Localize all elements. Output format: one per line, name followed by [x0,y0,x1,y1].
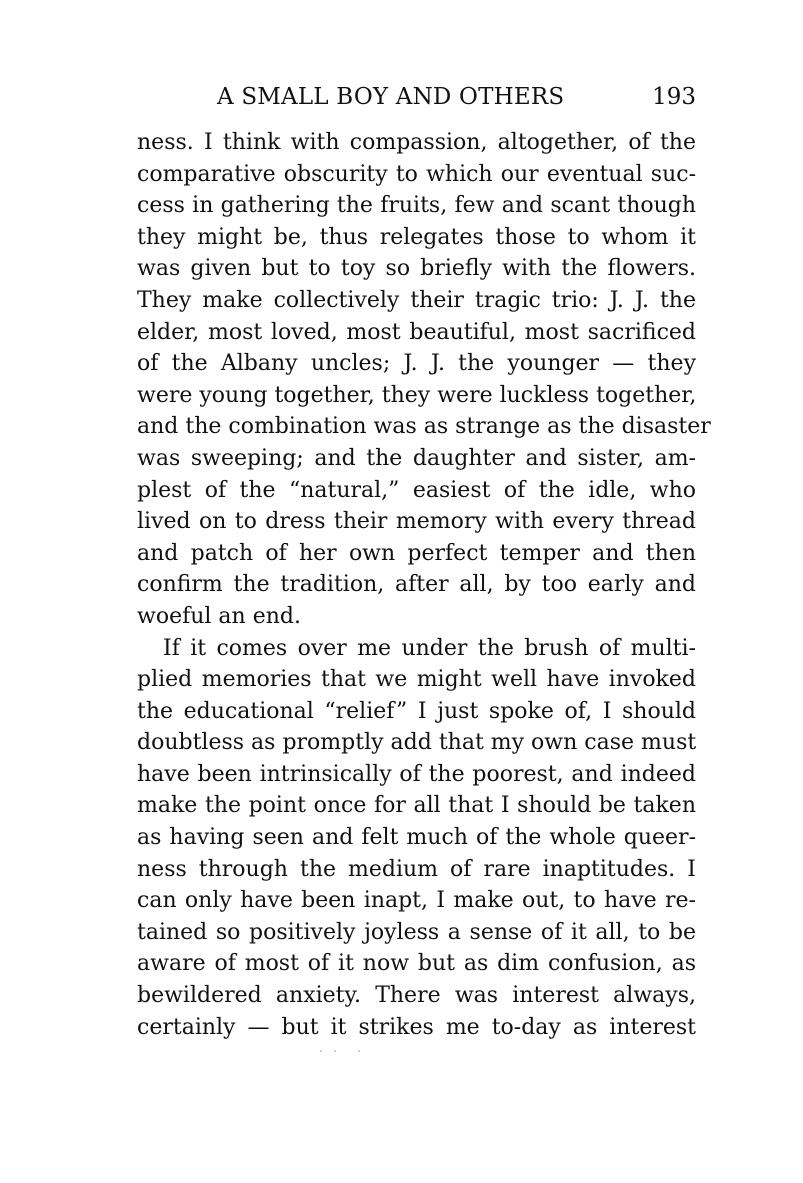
running-head [137,84,696,114]
text-line: cess in gathering the fruits, few and scant though [137,193,696,219]
scan-specks [320,1050,380,1054]
text-line: confirm the tradition, after all, by too early and [137,572,696,598]
text-line: If it comes over me under the brush of multi- [163,635,696,661]
text-line: doubtless as promptly add that my own case must [137,730,697,756]
page-number: 193 [652,84,696,110]
text-line: They make collectively their tragic trio: J. J. the [137,287,696,313]
text-line: lived on to dress their memory with every thread [137,509,696,535]
text-line: elder, most loved, most beautiful, most sacrificed [137,319,696,345]
text-line: comparative obscurity to which our eventual suc- [137,161,696,187]
paragraph-2 [137,633,696,1044]
text-line: certainly — but it strikes me to-day as interest [137,1014,696,1040]
text-line: bewildered anxiety. There was interest always, [137,983,696,1009]
text-line: tained so positively joyless a sense of it all, to be [137,919,696,945]
text-line: plied memories that we might well have invoked [137,667,696,693]
body-text [137,127,711,1043]
scan-speck [334,1050,336,1052]
text-line: ness. I think with compassion, altogether, of the [137,130,696,155]
text-line: as having seen and felt much of the whole queer- [137,825,696,851]
text-line: woeful an end. [137,603,301,629]
text-line: aware of most of it now but as dim confusion, as [137,951,696,977]
text-line: ness through the medium of rare inaptitudes. I [137,856,696,882]
scan-speck [320,1050,322,1052]
text-line: make the point once for all that I should be taken [137,793,696,819]
paragraph-1 [137,127,711,633]
scan-speck [358,1050,360,1052]
text-line: and patch of her own perfect temper and then [137,540,696,566]
text-line: have been intrinsically of the poorest, and indeed [137,761,696,787]
text-line: the educational “relief” I just spoke of, I should [137,698,696,724]
text-line: was given but to toy so briefly with the flowers. [137,256,696,282]
text-line: can only have been inapt, I make out, to have re- [137,888,696,914]
text-line: of the Albany uncles; J. J. the younger — they [137,351,696,377]
text-line: were young together, they were luckless together, [137,382,697,408]
text-line: plest of the “natural,” easiest of the idle, who [137,477,696,503]
text-line: was sweeping; and the daughter and sister, am- [137,445,696,471]
running-title: A SMALL BOY AND OTHERS [217,84,565,110]
text-line: they might be, thus relegates those to whom it [137,224,696,250]
text-line: and the combination was as strange as the disaster [137,414,711,440]
